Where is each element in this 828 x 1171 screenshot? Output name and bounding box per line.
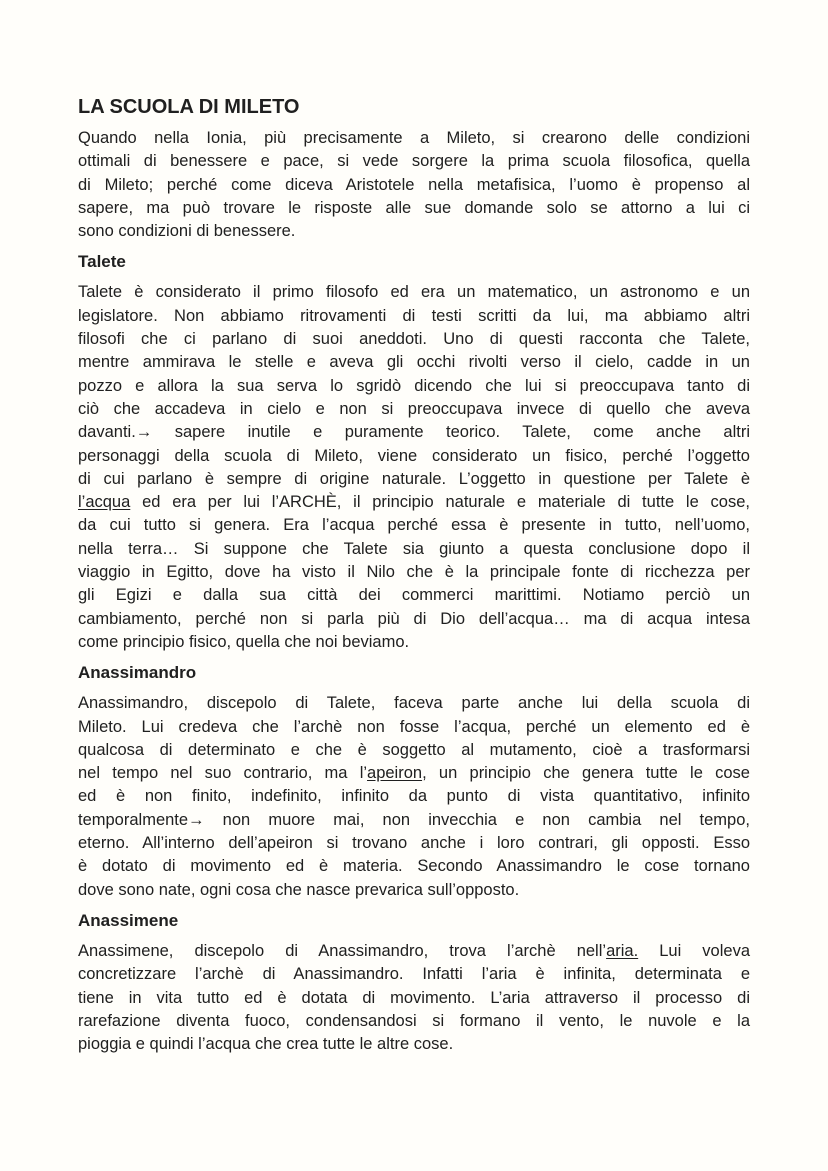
text-line: [78, 150, 750, 173]
text-run: ed era per lui l’ARCHÈ, il principio naturale e materiale di tutte le cose,: [130, 493, 750, 512]
text-run: concretizzare l’archè di Anassimandro. Infatti l’aria è infinita, determinata e: [78, 965, 750, 984]
text-run: cambiamento, perché non si parla più di Dio dell’acqua… ma di acqua intesa: [78, 609, 750, 628]
text-run: ottimali di benessere e pace, si vede sorgere la prima scuola filosofica, quella: [78, 152, 750, 171]
text-run: di Mileto; perché come diceva Aristotele nella metafisica, l’uomo è propenso al: [78, 175, 750, 194]
document-title: LA SCUOLA DI MILETO: [78, 96, 300, 118]
text-run: eterno. All’interno dell’apeiron si trovano anche i loro contrari, gli opposti. Esso: [78, 834, 750, 853]
text-line: [78, 1033, 750, 1056]
text-line: [78, 762, 750, 785]
text-line: [78, 785, 750, 808]
paragraph: [78, 940, 750, 1056]
text-line: [78, 375, 750, 398]
text-line: [78, 879, 750, 902]
text-run: , un principio che genera tutte le cose: [422, 764, 750, 783]
text-line: [78, 491, 750, 514]
text-line: [78, 739, 750, 762]
text-run: mentre ammirava le stelle e aveva gli occhi rivolti verso il cielo, cadde in un: [78, 353, 750, 372]
text-run: rarefazione diventa fuoco, condensandosi si formano il vento, le nuvole e la: [78, 1011, 750, 1030]
text-line: [78, 220, 750, 243]
text-run: nel tempo nel suo contrario, ma l’: [78, 764, 368, 783]
text-run: gli Egizi e dalla sua città dei commerci marittimi. Notiamo perciò un: [78, 586, 750, 605]
text-run: Anassimene, discepolo di Anassimandro, trova l’archè nell’: [78, 941, 607, 960]
text-run: Mileto. Lui credeva che l’archè non fosse l’acqua, perché un elemento ed è: [78, 717, 750, 736]
text-run: nella terra… Si suppone che Talete sia giunto a questa conclusione dopo il: [78, 539, 750, 558]
text-run: temporalmente→ non muore mai, non invecchia e non cambia nel tempo,: [78, 810, 750, 829]
text-run: sono condizioni di benessere.: [78, 222, 296, 241]
section-heading-anassimandro: Anassimandro: [78, 663, 197, 683]
text-run: Quando nella Ionia, più precisamente a Mileto, si crearono delle condizioni: [78, 129, 750, 147]
text-run: davanti.→ sapere inutile e puramente teorico. Talete, come anche altri: [78, 423, 750, 442]
text-line: [78, 987, 750, 1010]
text-line: [78, 855, 750, 878]
text-line: [78, 514, 750, 537]
text-line: [78, 398, 750, 421]
text-line: [78, 608, 750, 631]
text-line: [78, 538, 750, 561]
text-run: viaggio in Egitto, dove ha visto il Nilo che è la principale fonte di ricchezza per: [78, 563, 750, 582]
underlined-text: aria.: [606, 941, 639, 960]
text-line: [78, 584, 750, 607]
text-line: [78, 445, 750, 468]
text-run: qualcosa di determinato e che è soggetto al mutamento, cioè a trasformarsi: [78, 740, 750, 759]
text-line: [78, 631, 750, 654]
text-run: Lui voleva: [638, 941, 750, 960]
text-run: sapere, ma può trovare le risposte alle sue domande solo se attorno a lui ci: [78, 198, 750, 217]
text-run: ed è non finito, indefinito, infinito da punto di vista quantitativo, infinito: [78, 787, 750, 806]
text-run: come principio fisico, quella che noi beviamo.: [78, 632, 410, 651]
text-run: dove sono nate, ogni cosa che nasce prevarica sull’opposto.: [78, 880, 520, 899]
text-line: [78, 197, 750, 220]
text-line: [78, 305, 750, 328]
text-run: personaggi della scuola di Mileto, viene considerato un fisico, perché l’oggetto: [78, 446, 750, 465]
text-run: pioggia e quindi l’acqua che crea tutte le altre cose.: [78, 1035, 454, 1054]
underlined-text: l’acqua: [78, 493, 131, 512]
paragraph: [78, 127, 750, 243]
text-run: di cui parlano è sempre di origine naturale. L’oggetto in questione per Talete è: [78, 469, 750, 488]
text-line: [78, 1010, 750, 1033]
text-line: [78, 127, 750, 150]
text-run: è dotato di movimento ed è materia. Secondo Anassimandro le cose tornano: [78, 857, 750, 876]
text-run: da cui tutto si genera. Era l’acqua perché essa è presente in tutto, nell’uomo,: [78, 516, 750, 535]
text-line: [78, 692, 750, 715]
text-run: legislatore. Non abbiamo ritrovamenti di testi scritti da lui, ma abbiamo altri: [78, 306, 750, 325]
document-body: [78, 127, 750, 1056]
paragraph: [78, 281, 750, 654]
text-line: [78, 468, 750, 491]
text-line: [78, 421, 750, 444]
text-line: [78, 328, 750, 351]
text-run: ciò che accadeva in cielo e non si preoccupava invece di quello che aveva: [78, 399, 750, 418]
text-run: filosofi che ci parlano di suoi aneddoti. Uno di questi racconta che Talete,: [78, 330, 750, 349]
text-run: tiene in vita tutto ed è dotata di movimento. L’aria attraverso il processo di: [78, 988, 750, 1007]
text-line: [78, 963, 750, 986]
section-heading-talete: Talete: [78, 252, 126, 272]
text-line: [78, 174, 750, 197]
text-line: [78, 809, 750, 832]
text-line: [78, 716, 750, 739]
section-heading-anassimene: Anassimene: [78, 910, 179, 930]
text-run: Talete è considerato il primo filosofo ed era un matematico, un astronomo e un: [78, 283, 750, 302]
text-line: [78, 940, 750, 963]
text-line: [78, 351, 750, 374]
paragraph: [78, 692, 750, 902]
text-run: pozzo e allora la sua serva lo sgridò dicendo che lui si preoccupava tanto di: [78, 376, 750, 395]
text-line: [78, 281, 750, 304]
text-line: [78, 832, 750, 855]
text-line: [78, 561, 750, 584]
text-run: Anassimandro, discepolo di Talete, faceva parte anche lui della scuola di: [78, 694, 750, 713]
underlined-text: apeiron: [367, 764, 423, 783]
